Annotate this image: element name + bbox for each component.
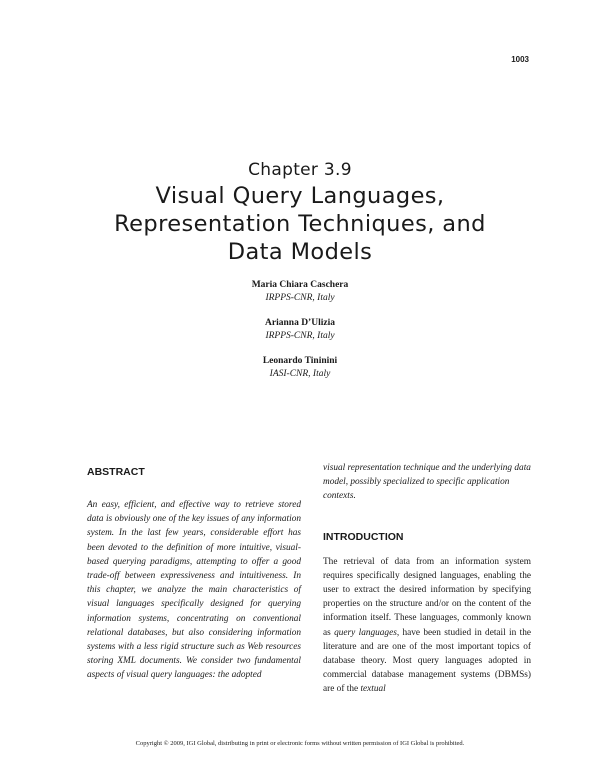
author-name: Leonardo Tininini [262, 356, 338, 366]
title-line: Representation Techniques, and [114, 211, 486, 237]
left-column [87, 466, 301, 683]
author-affiliation: IRPPS-CNR, Italy [265, 293, 335, 303]
chapter-title [70, 182, 530, 266]
author-list [0, 279, 600, 393]
introduction-heading: INTRODUCTION [323, 530, 404, 543]
page-number: 1003 [511, 55, 529, 64]
author-block [0, 317, 600, 343]
title-line: Visual Query Languages, [155, 183, 445, 209]
intro-term-query-languages: query languages [334, 627, 397, 638]
author-name: Maria Chiara Caschera [251, 280, 349, 290]
intro-text-segment: The retrieval of data from an information system requires specifically designed languages, enabling the user to extract the desired information by specifying properties on the structure and/or on the content of the information itself. These languages, commonly known as [323, 556, 531, 638]
abstract-heading: ABSTRACT [87, 466, 145, 478]
copyright-footer: Copyright © 2009, IGI Global, distributing in print or electronic forms without written permission of IGI Global is prohibited. [135, 740, 465, 747]
title-line: Data Models [227, 239, 373, 265]
author-affiliation: IRPPS-CNR, Italy [265, 331, 335, 341]
intro-term-textual: textual [360, 684, 386, 695]
abstract-continuation: visual representation technique and the underlying data model, possibly specialized to specific application contexts. [323, 463, 531, 502]
author-block [0, 355, 600, 381]
author-affiliation: IASI-CNR, Italy [269, 369, 331, 379]
right-column [323, 461, 531, 697]
author-block [0, 279, 600, 305]
introduction-text [323, 555, 531, 697]
author-name: Arianna D’Ulizia [265, 318, 335, 328]
intro-text-segment: , have been studied in detail in the literature and are one of the most important topics of database theory. Most query languages adopted in commercial database management systems (DBMSs) are of the [323, 627, 531, 695]
chapter-label: Chapter 3.9 [248, 160, 352, 180]
abstract-text: An easy, efficient, and effective way to retrieve stored data is obviously one of the key issues of any information system. In the last few years, considerable effort has been devoted to the definition of more intuitive, visual-based querying paradigms, attempting to offer a good trade-off between expressiveness and intuitiveness. In this chapter, we analyze the main characteristics of visual languages specifically designed for querying information systems, concentrating on conventional relational databases, but also considering information systems with a less rigid structure such as Web resources storing XML documents. We consider two fundamental aspects of visual query languages: the adopted [87, 500, 301, 681]
